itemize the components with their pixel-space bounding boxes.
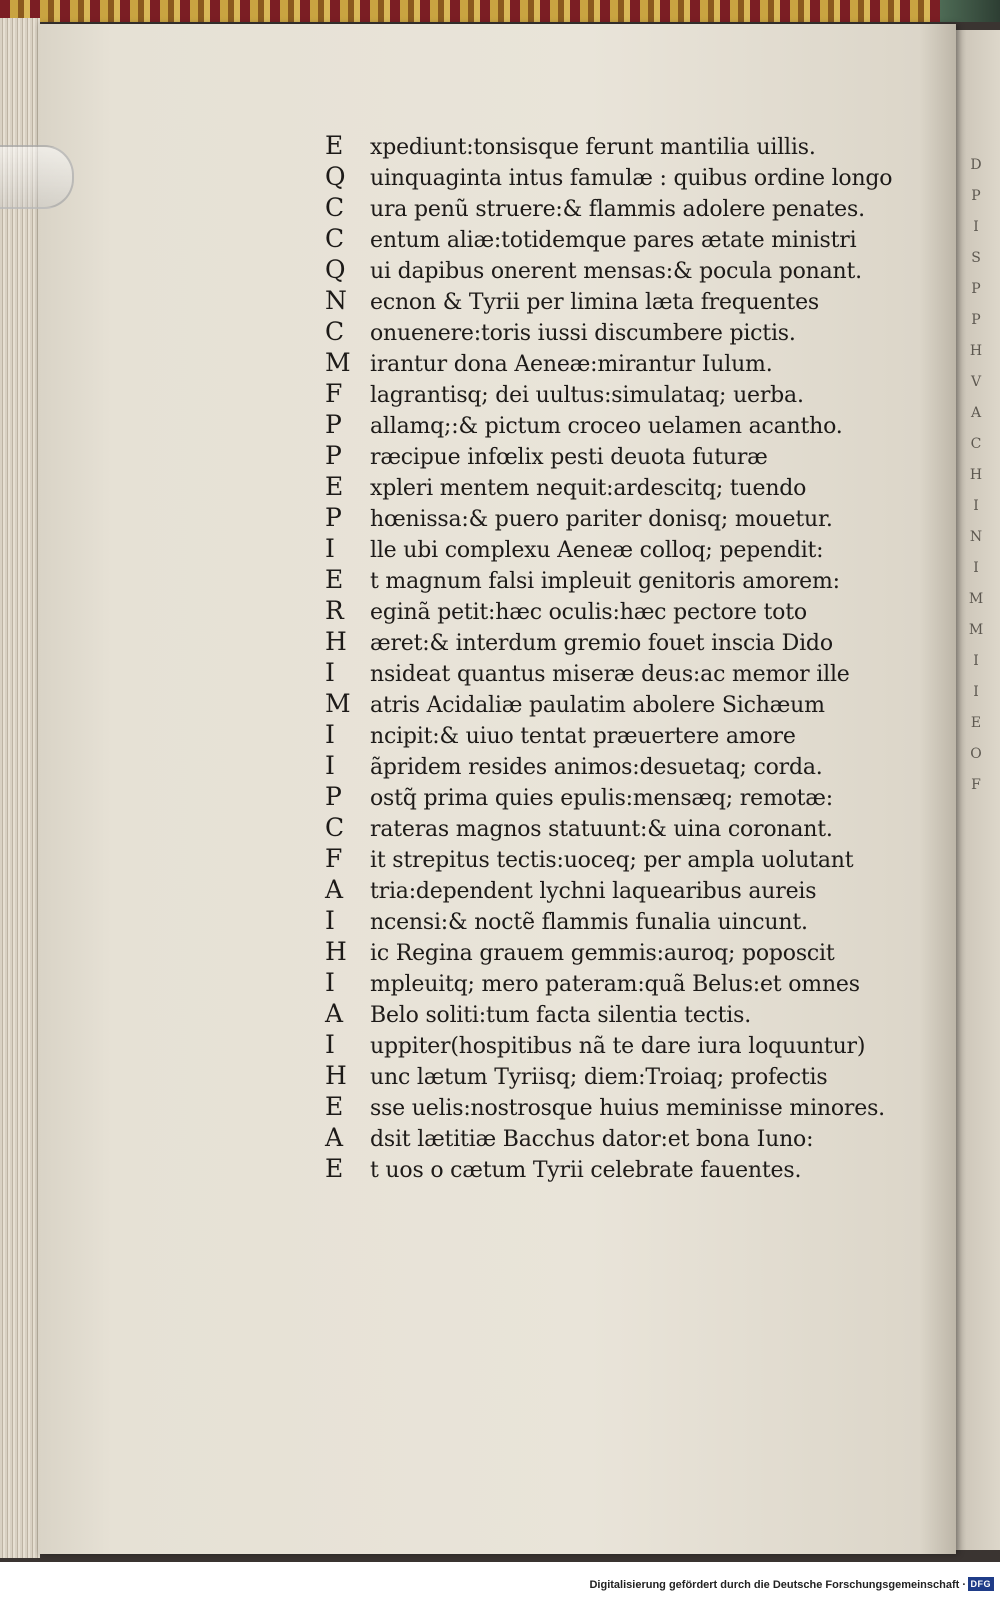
facing-initial: A <box>970 405 982 421</box>
verse-initial: I <box>325 906 335 935</box>
verse-text: tria:dependent lychni laquearibus aureis <box>370 879 817 904</box>
facing-initial: D <box>970 157 982 173</box>
verse-text: ræcipue infœlix pesti deuota futuræ <box>370 445 768 470</box>
facing-initial: I <box>973 653 979 669</box>
verse-initial: C <box>325 317 345 346</box>
page-stack-edge <box>0 18 40 1558</box>
verse-initial: C <box>325 813 345 842</box>
verse-initial: A <box>325 999 344 1028</box>
verse-initial: I <box>325 658 335 687</box>
verse-text: t magnum falsi impleuit genitoris amorem: <box>370 569 840 594</box>
verse-text: ncipit:& uiuo tentat præuertere amore <box>370 724 796 749</box>
verse-line <box>325 130 925 161</box>
verse-line <box>325 626 925 657</box>
verse-line <box>325 750 925 781</box>
facing-initial: M <box>968 591 984 607</box>
verse-line <box>325 688 925 719</box>
verse-line <box>325 812 925 843</box>
verse-text: unc lætum Tyriisq; diem:Troiaq; profectis <box>370 1065 828 1090</box>
verse-initial: H <box>325 1061 347 1090</box>
verse-line <box>325 471 925 502</box>
verse-text: rateras magnos statuunt:& uina coronant. <box>370 817 833 842</box>
page-clip <box>0 145 74 209</box>
verse-text: ncensi:& noctẽ flammis funalia uincunt. <box>370 910 808 935</box>
verse-text: ostq̃ prima quies epulis:mensæq; remotæ: <box>370 786 833 811</box>
verse-initial: E <box>325 472 344 501</box>
facing-initial: C <box>970 436 982 452</box>
gilt-book-edge <box>0 0 940 22</box>
verse-text: uppiter(hospitibus nã te dare iura loquuntur) <box>370 1034 866 1059</box>
verse-initial: P <box>325 503 342 532</box>
verse-text: lle ubi complexu Aeneæ colloq; pependit: <box>370 538 824 563</box>
facing-initial: P <box>971 188 981 204</box>
facing-initial: N <box>969 529 983 545</box>
verse-line <box>325 1029 925 1060</box>
verse-text: atris Acidaliæ paulatim abolere Sichæum <box>370 693 825 718</box>
verse-line <box>325 254 925 285</box>
verse-line <box>325 409 925 440</box>
verse-initial: C <box>325 224 345 253</box>
verse-text: uinquaginta intus famulæ : quibus ordine longo <box>370 166 893 191</box>
verse-text: ecnon & Tyrii per limina læta frequentes <box>370 290 819 315</box>
verse-line <box>325 285 925 316</box>
verse-initial: P <box>325 782 342 811</box>
verse-initial: E <box>325 565 344 594</box>
verse-initial: I <box>325 720 335 749</box>
facing-initial: H <box>969 467 983 483</box>
verse-text: mpleuitq; mero pateram:quã Belus:et omnes <box>370 972 860 997</box>
verse-line <box>325 905 925 936</box>
verse-text: allamq;:& pictum croceo uelamen acantho. <box>370 414 843 439</box>
facing-page-initials <box>966 150 986 801</box>
verse-initial: F <box>325 379 343 408</box>
verse-line <box>325 502 925 533</box>
verse-text: t uos o cætum Tyrii celebrate fauentes. <box>370 1158 802 1183</box>
verse-initial: E <box>325 1154 344 1183</box>
facing-initial: O <box>970 746 982 762</box>
verse-text: Belo soliti:tum facta silentia tectis. <box>370 1003 752 1028</box>
verse-line <box>325 595 925 626</box>
verse-initial: E <box>325 131 344 160</box>
verse-initial: I <box>325 534 335 563</box>
verse-line <box>325 781 925 812</box>
verse-initial: P <box>325 410 342 439</box>
verse-initial: I <box>325 968 335 997</box>
verse-line <box>325 719 925 750</box>
verse-line <box>325 1091 925 1122</box>
verse-initial: I <box>325 1030 335 1059</box>
verse-text: nsideat quantus miseræ deus:ac memor ille <box>370 662 850 687</box>
facing-initial: P <box>971 312 981 328</box>
verse-text: sse uelis:nostrosque huius meminisse minores. <box>370 1096 885 1121</box>
verse-text: lagrantisq; dei uultus:simulataq; uerba. <box>370 383 804 408</box>
facing-initial: M <box>968 622 984 638</box>
verse-initial: R <box>325 596 344 625</box>
verse-text: onuenere:toris iussi discumbere pictis. <box>370 321 796 346</box>
book-cover-edge <box>940 0 1000 22</box>
verse-initial: Q <box>325 162 346 191</box>
verse-initial: I <box>325 751 335 780</box>
verse-line <box>325 378 925 409</box>
verse-line <box>325 1153 925 1184</box>
verse-text: ãpridem resides animos:desuetaq; corda. <box>370 755 823 780</box>
verse-initial: H <box>325 627 347 656</box>
facing-initial: S <box>971 250 981 266</box>
verse-block <box>325 130 925 1184</box>
verse-text: ic Regina grauem gemmis:auroq; poposcit <box>370 941 835 966</box>
facing-initial: P <box>971 281 981 297</box>
verse-line <box>325 564 925 595</box>
verse-initial: P <box>325 441 342 470</box>
verse-text: entum aliæ:totidemque pares ætate ministri <box>370 228 857 253</box>
verse-line <box>325 874 925 905</box>
verse-line <box>325 1122 925 1153</box>
verse-line <box>325 843 925 874</box>
verse-text: it strepitus tectis:uoceq; per ampla uolutant <box>370 848 854 873</box>
verse-text: xpediunt:tonsisque ferunt mantilia uillis. <box>370 135 816 160</box>
verse-initial: E <box>325 1092 344 1121</box>
verse-initial: M <box>325 348 351 377</box>
facing-initial: H <box>969 343 983 359</box>
verse-line <box>325 936 925 967</box>
verse-line <box>325 223 925 254</box>
funding-credit: Digitalisierung gefördert durch die Deutsche Forschungsgemeinschaft · <box>589 1579 966 1591</box>
verse-line <box>325 967 925 998</box>
verse-text: æret:& interdum gremio fouet inscia Dido <box>370 631 833 656</box>
verse-line <box>325 347 925 378</box>
verse-line <box>325 316 925 347</box>
verse-initial: N <box>325 286 347 315</box>
facing-initial: V <box>970 374 982 390</box>
verse-initial: A <box>325 1123 344 1152</box>
verse-line <box>325 192 925 223</box>
verse-line <box>325 161 925 192</box>
facing-initial: I <box>973 498 979 514</box>
verse-line <box>325 998 925 1029</box>
verse-line <box>325 533 925 564</box>
verse-line <box>325 440 925 471</box>
verse-initial: H <box>325 937 347 966</box>
verse-line <box>325 657 925 688</box>
facing-initial: I <box>973 684 979 700</box>
facing-initial: I <box>973 560 979 576</box>
facing-initial: E <box>970 715 982 731</box>
facing-initial: F <box>971 777 981 793</box>
verse-initial: Q <box>325 255 346 284</box>
verse-text: dsit lætitiæ Bacchus dator:et bona Iuno: <box>370 1127 814 1152</box>
verse-text: ura penũ struere:& flammis adolere penates. <box>370 197 865 222</box>
verse-text: xpleri mentem nequit:ardescitq; tuendo <box>370 476 807 501</box>
verse-text: eginã petit:hæc oculis:hæc pectore toto <box>370 600 807 625</box>
verse-line <box>325 1060 925 1091</box>
verse-initial: M <box>325 689 351 718</box>
verse-initial: F <box>325 844 343 873</box>
dfg-logo: DFG <box>968 1577 995 1591</box>
verse-text: hœnissa:& puero pariter donisq; mouetur. <box>370 507 833 532</box>
verse-text: ui dapibus onerent mensas:& pocula ponant. <box>370 259 862 284</box>
verse-text: irantur dona Aeneæ:mirantur Iulum. <box>370 352 773 377</box>
verse-initial: C <box>325 193 345 222</box>
verse-initial: A <box>325 875 344 904</box>
facing-initial: I <box>973 219 979 235</box>
